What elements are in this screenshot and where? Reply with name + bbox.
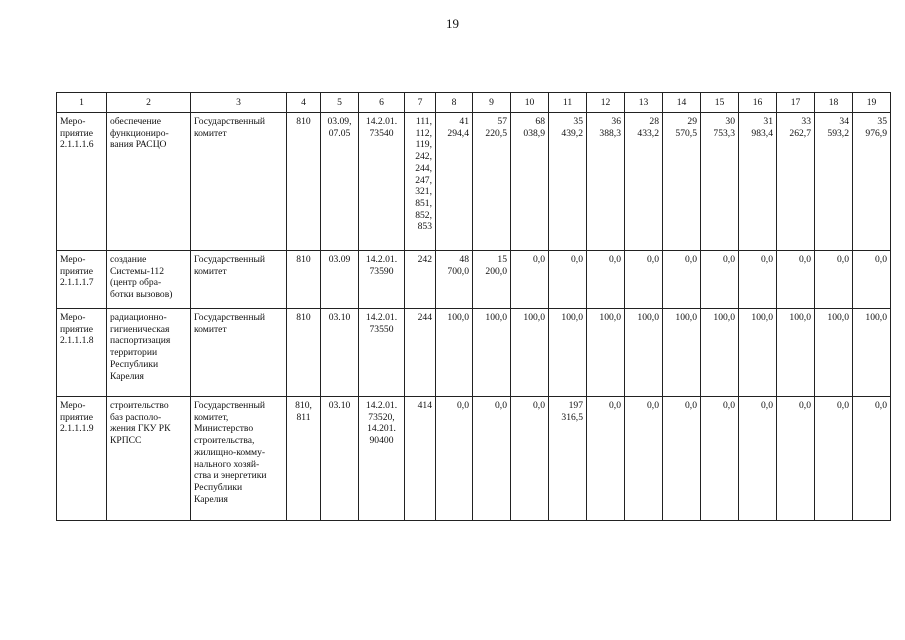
header-cell: 11 — [549, 93, 587, 113]
header-cell: 8 — [436, 93, 473, 113]
measure-code-cell: Меро- приятие 2.1.1.1.6 — [57, 113, 107, 251]
amount-cell: 0,0 — [511, 397, 549, 521]
amount-cell: 100,0 — [511, 309, 549, 397]
header-cell: 10 — [511, 93, 549, 113]
amount-cell: 100,0 — [815, 309, 853, 397]
table-row — [57, 397, 891, 521]
amount-cell: 0,0 — [853, 251, 891, 309]
amount-cell: 100,0 — [663, 309, 701, 397]
section-code-cell: 03.10 — [321, 397, 359, 521]
amount-cell: 48 700,0 — [436, 251, 473, 309]
executor-cell: Государственный комитет, Министерство строительства, жилищно-комму- нального хозяй- ства и энергетики Республики Карелия — [191, 397, 287, 521]
amount-cell: 100,0 — [549, 309, 587, 397]
header-cell: 18 — [815, 93, 853, 113]
amount-cell: 31 983,4 — [739, 113, 777, 251]
target-article-cell: 14.2.01. 73550 — [359, 309, 405, 397]
grbs-code-cell: 810 — [287, 251, 321, 309]
header-cell: 15 — [701, 93, 739, 113]
amount-cell: 0,0 — [663, 397, 701, 521]
amount-cell: 0,0 — [587, 251, 625, 309]
measure-name-cell: обеспечение функциониро- вания РАСЦО — [107, 113, 191, 251]
measure-name-cell: радиационно- гигиеническая паспортизация территории Республики Карелия — [107, 309, 191, 397]
expense-type-cell: 244 — [405, 309, 436, 397]
expense-type-cell: 242 — [405, 251, 436, 309]
header-cell: 16 — [739, 93, 777, 113]
section-code-cell: 03.09 — [321, 251, 359, 309]
header-cell: 9 — [473, 93, 511, 113]
section-code-cell: 03.10 — [321, 309, 359, 397]
amount-cell: 0,0 — [663, 251, 701, 309]
amount-cell: 0,0 — [549, 251, 587, 309]
measure-code-cell: Меро- приятие 2.1.1.1.8 — [57, 309, 107, 397]
amount-cell: 0,0 — [625, 397, 663, 521]
target-article-cell: 14.2.01. 73520, 14.201. 90400 — [359, 397, 405, 521]
measure-code-cell: Меро- приятие 2.1.1.1.9 — [57, 397, 107, 521]
amount-cell: 0,0 — [739, 397, 777, 521]
amount-cell: 0,0 — [815, 251, 853, 309]
amount-cell: 68 038,9 — [511, 113, 549, 251]
amount-cell: 0,0 — [436, 397, 473, 521]
target-article-cell: 14.2.01. 73590 — [359, 251, 405, 309]
amount-cell: 100,0 — [739, 309, 777, 397]
amount-cell: 100,0 — [853, 309, 891, 397]
section-code-cell: 03.09, 07.05 — [321, 113, 359, 251]
amount-cell: 0,0 — [473, 397, 511, 521]
executor-cell: Государственный комитет — [191, 251, 287, 309]
page-number: 19 — [446, 16, 459, 31]
header-cell: 4 — [287, 93, 321, 113]
grbs-code-cell: 810, 811 — [287, 397, 321, 521]
amount-cell: 100,0 — [777, 309, 815, 397]
amount-cell: 28 433,2 — [625, 113, 663, 251]
measure-name-cell: создание Системы-112 (центр обра- ботки вызовов) — [107, 251, 191, 309]
header-cell: 1 — [57, 93, 107, 113]
amount-cell: 57 220,5 — [473, 113, 511, 251]
header-cell: 3 — [191, 93, 287, 113]
amount-cell: 30 753,3 — [701, 113, 739, 251]
amount-cell: 15 200,0 — [473, 251, 511, 309]
amount-cell: 0,0 — [777, 397, 815, 521]
amount-cell: 34 593,2 — [815, 113, 853, 251]
table-row — [57, 113, 891, 251]
amount-cell: 35 976,9 — [853, 113, 891, 251]
amount-cell: 0,0 — [815, 397, 853, 521]
amount-cell: 0,0 — [701, 397, 739, 521]
header-cell: 5 — [321, 93, 359, 113]
expense-type-cell: 111, 112, 119, 242, 244, 247, 321, 851, 852, 853 — [405, 113, 436, 251]
amount-cell: 0,0 — [587, 397, 625, 521]
amount-cell: 100,0 — [473, 309, 511, 397]
amount-cell: 0,0 — [625, 251, 663, 309]
header-cell: 13 — [625, 93, 663, 113]
amount-cell: 100,0 — [625, 309, 663, 397]
amount-cell: 41 294,4 — [436, 113, 473, 251]
budget-table — [56, 92, 891, 521]
amount-cell: 197 316,5 — [549, 397, 587, 521]
header-cell: 12 — [587, 93, 625, 113]
header-cell: 17 — [777, 93, 815, 113]
amount-cell: 100,0 — [587, 309, 625, 397]
header-cell: 14 — [663, 93, 701, 113]
table-row — [57, 309, 891, 397]
header-row — [57, 93, 891, 113]
expense-type-cell: 414 — [405, 397, 436, 521]
amount-cell: 100,0 — [701, 309, 739, 397]
amount-cell: 0,0 — [511, 251, 549, 309]
amount-cell: 36 388,3 — [587, 113, 625, 251]
executor-cell: Государственный комитет — [191, 113, 287, 251]
measure-code-cell: Меро- приятие 2.1.1.1.7 — [57, 251, 107, 309]
amount-cell: 0,0 — [739, 251, 777, 309]
header-cell: 2 — [107, 93, 191, 113]
header-cell: 19 — [853, 93, 891, 113]
table-row — [57, 251, 891, 309]
grbs-code-cell: 810 — [287, 113, 321, 251]
amount-cell: 0,0 — [701, 251, 739, 309]
target-article-cell: 14.2.01. 73540 — [359, 113, 405, 251]
grbs-code-cell: 810 — [287, 309, 321, 397]
header-cell: 6 — [359, 93, 405, 113]
amount-cell: 0,0 — [853, 397, 891, 521]
amount-cell: 100,0 — [436, 309, 473, 397]
amount-cell: 29 570,5 — [663, 113, 701, 251]
amount-cell: 0,0 — [777, 251, 815, 309]
executor-cell: Государственный комитет — [191, 309, 287, 397]
amount-cell: 35 439,2 — [549, 113, 587, 251]
measure-name-cell: строительство баз располо- жения ГКУ РК КРПСС — [107, 397, 191, 521]
amount-cell: 33 262,7 — [777, 113, 815, 251]
header-cell: 7 — [405, 93, 436, 113]
